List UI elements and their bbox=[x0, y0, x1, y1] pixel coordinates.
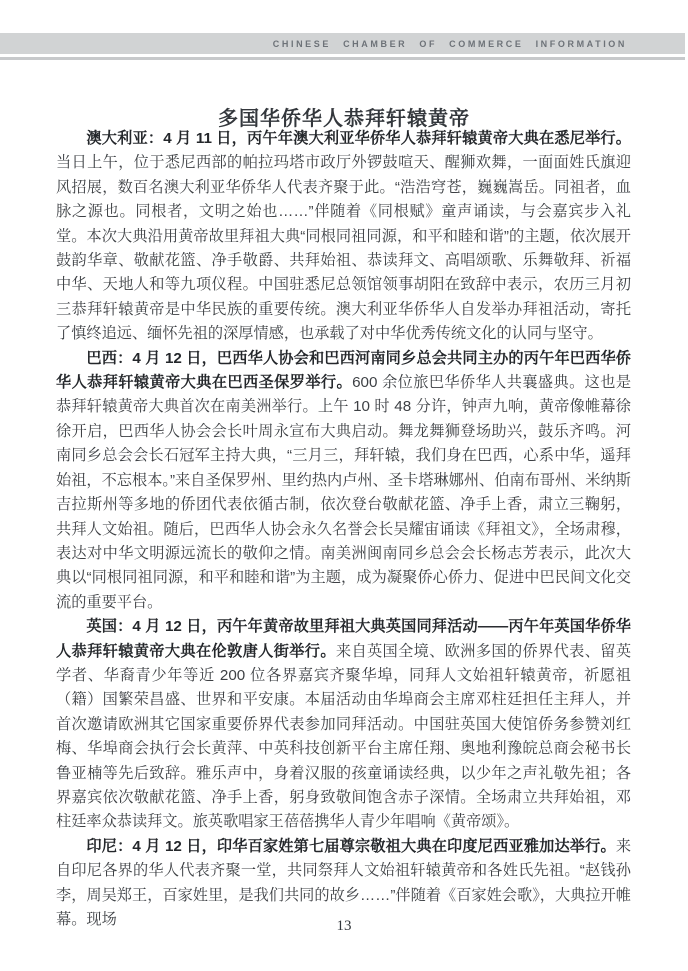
paragraph-lead: 巴西：4 月 12 日，巴西华人协会和巴西河南同乡总会共同主办的丙午年巴西华侨华人恭拜轩辕黄帝大典在巴西圣保罗举行。 bbox=[56, 349, 631, 392]
header-text: CHINESE CHAMBER OF COMMERCE INFORMATION bbox=[272, 38, 627, 49]
paragraph-lead: 英国：4 月 12 日，丙午年黄帝故里拜祖大典英国同拜活动——丙午年英国华侨华人恭拜轩辕黄帝大典在伦敦唐人街举行。 bbox=[56, 618, 631, 660]
paragraph-text: 600 余位旅巴华侨华人共襄盛典。这也是恭拜轩辕黄帝大典首次在南美洲举行。上午 10 时 48 分许，钟声九响，黄帝像帷幕徐徐开启，巴西华人协会会长叶周永宣布大典启动。舞龙舞狮登场助兴，鼓乐齐鸣。河南同乡总会会长石冠军主持大典，“三月三，拜轩辕，我们身在巴西，心系中华，遥拜始祖，不忘根本。”来自圣保罗州、里约热内卢州、圣卡塔琳娜州、伯南布哥州、米纳斯吉拉斯州等多地的侨团代表依循古制，依次登台敬献花篮、净手上香，肃立三鞠躬，共拜人文始祖。随后，巴西华人协会永久名誉会长吴耀宙诵读《拜祖文》，全场肃穆，表达对中华文明源远流长的敬仰之情。南美洲闽南同乡总会会长杨志芳表示，此次大典以“同根同祖同源，和平和睦和谐”为主题，成为凝聚侨心侨力、促进中巴民间文化交流的重要平台。 bbox=[56, 374, 632, 611]
paragraph-text: 来自印尼各界的华人代表齐聚一堂，共同祭拜人文始祖轩辕黄帝和各姓氏先祖。“赵钱孙李，周吴郑王，百家姓里，是我们共同的故乡……”伴随着《百家姓会歌》，大典拉开帷幕。现场 bbox=[56, 837, 631, 928]
paragraph-text: 当日上午，位于悉尼西部的帕拉玛塔市政厅外锣鼓喧天、醒狮欢舞，一面面姓氏旗迎风招展，数百名澳大利亚华侨华人代表齐聚于此。“浩浩穹苍，巍巍嵩岳。同祖者，血脉之源也。同根者，文明之始也……”伴随着《同根赋》童声诵读，与会嘉宾步入礼堂。本次大典沿用黄帝故里拜祖大典“同根同祖同源，和平和睦和谐”的主题，依次展开鼓韵华章、敬献花篮、净手敬爵、共拜始祖、恭读拜文、高唱颂歌、乐舞敬拜、祈福中华、天地人和等九项仪程。中国驻悉尼总领馆领事胡阳在致辞中表示，农历三月初三恭拜轩辕黄帝是中华民族的重要传统。澳大利亚华侨华人自发举办拜祖活动，寄托了慎终追远、缅怀先祖的深厚情感，也承载了对中华优秀传统文化的认同与坚守。 bbox=[56, 154, 631, 343]
paragraph-uk bbox=[56, 615, 631, 835]
paragraph-brazil bbox=[56, 347, 631, 615]
page-header-band bbox=[0, 33, 685, 54]
paragraph-lead: 澳大利亚：4 月 11 日，丙午年澳大利亚华侨华人恭拜轩辕黄帝大典在悉尼举行。 bbox=[86, 130, 631, 147]
paragraph-australia bbox=[56, 127, 631, 347]
page-number: 13 bbox=[336, 918, 352, 934]
paragraph-text: 来自英国全境、欧洲多国的侨界代表、留英学者、华裔青少年等近 200 位各界嘉宾齐聚华埠，同拜人文始祖轩辕黄帝，祈愿祖（籍）国繁荣昌盛、世界和平安康。本届活动由华埠商会主席邓柱廷担任主拜人，并首次邀请欧洲其它国家重要侨界代表参加同拜活动。中国驻英国大使馆侨务参赞刘红梅、华埠商会执行会长黄萍、中英科技创新平台主席任翔、奥地利豫皖总商会秘书长鲁亚楠等先后致辞。雅乐声中，身着汉服的孩童诵读经典，以少年之声礼敬先祖；各界嘉宾依次敬献花篮、净手上香，躬身致敬间饱含赤子深情。全场肃立共拜始祖，邓柱廷率众恭读拜文。旅英歌唱家王蓓蓓携华人青少年唱响《黄帝颂》。 bbox=[56, 642, 632, 831]
article-title: 多国华侨华人恭拜轩辕黄帝 bbox=[218, 108, 470, 131]
paragraph-lead: 印尼：4 月 12 日，印华百家姓第七届尊宗敬祖大典在印度尼西亚雅加达举行。 bbox=[86, 837, 616, 855]
header-rule bbox=[0, 57, 685, 60]
article-body bbox=[56, 127, 631, 932]
